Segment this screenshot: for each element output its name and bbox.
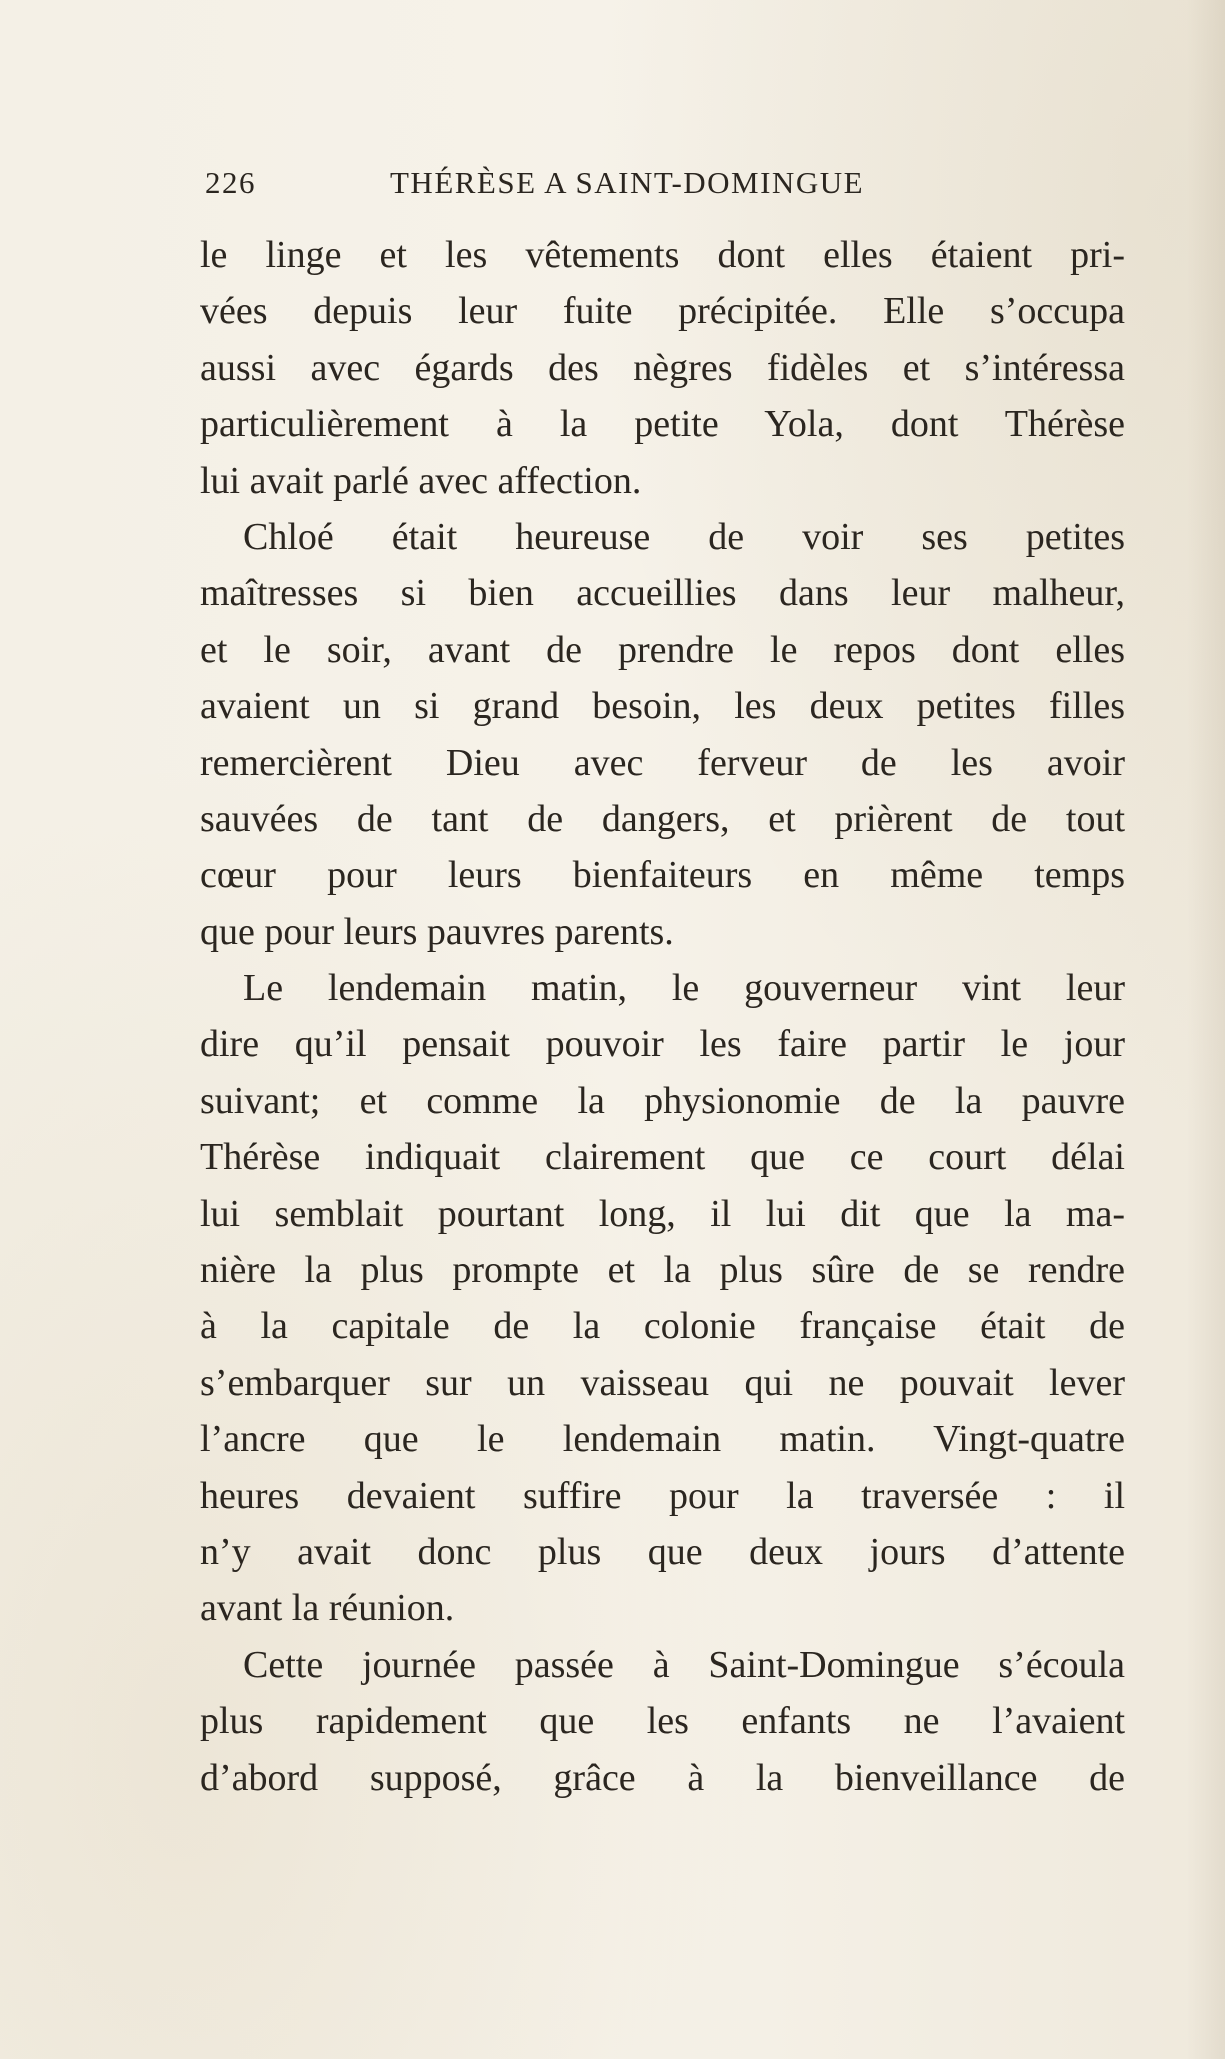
text-line: maîtresses si bien accueillies dans leur malheur, [200,572,1125,615]
text-line: avaient un si grand besoin, les deux petites filles [200,685,1125,728]
text-line: sauvées de tant de dangers, et prièrent de tout [200,797,1125,840]
paragraph-end-line: avant la réunion. [200,1587,455,1630]
paragraph-start-line: Cette journée passée à Saint-Domingue s’écoula [243,1643,1125,1686]
text-line: heures devaient suffire pour la traversée : il [200,1474,1125,1517]
text-line: le linge et les vêtements dont elles étaient pri- [200,234,1125,276]
page-number: 226 [205,165,256,200]
text-line: particulièrement à la petite Yola, dont Thérèse [200,403,1125,446]
running-head [205,165,1125,213]
text-line: Thérèse indiquait clairement que ce court délai [200,1136,1125,1179]
text-line: nière la plus prompte et la plus sûre de se rendre [200,1249,1125,1292]
text-line: et le soir, avant de prendre le repos dont elles [200,628,1125,671]
text-line: dire qu’il pensait pouvoir les faire partir le jour [200,1023,1125,1066]
text-line: à la capitale de la colonie française était de [200,1305,1125,1348]
text-line: n’y avait donc plus que deux jours d’attente [200,1530,1125,1573]
text-line: remercièrent Dieu avec ferveur de les avoir [200,741,1125,784]
text-line: aussi avec égards des nègres fidèles et s’intéressa [200,346,1125,389]
text-line: s’embarquer sur un vaisseau qui ne pouvait lever [200,1361,1125,1404]
text-line: cœur pour leurs bienfaiteurs en même temps [200,854,1125,897]
body-text [200,227,1125,1806]
text-line: d’abord supposé, grâce à la bienveillance de [200,1756,1125,1799]
text-line: l’ancre que le lendemain matin. Vingt-quatre [200,1418,1125,1461]
paragraph-end-line: que pour leurs pauvres parents. [200,910,674,953]
text-line: plus rapidement que les enfants ne l’avaient [200,1700,1125,1743]
paragraph-end-line: lui avait parlé avec affection. [200,459,642,502]
paragraph-start-line: Chloé était heureuse de voir ses petites [243,515,1125,558]
text-line: lui semblait pourtant long, il lui dit que la ma- [200,1192,1125,1235]
text-line: suivant; et comme la physionomie de la pauvre [200,1079,1125,1122]
paragraph-start-line: Le lendemain matin, le gouverneur vint leur [243,967,1125,1010]
running-title: THÉRÈSE A SAINT-DOMINGUE [390,165,865,200]
text-line: vées depuis leur fuite précipitée. Elle s’occupa [200,290,1125,333]
